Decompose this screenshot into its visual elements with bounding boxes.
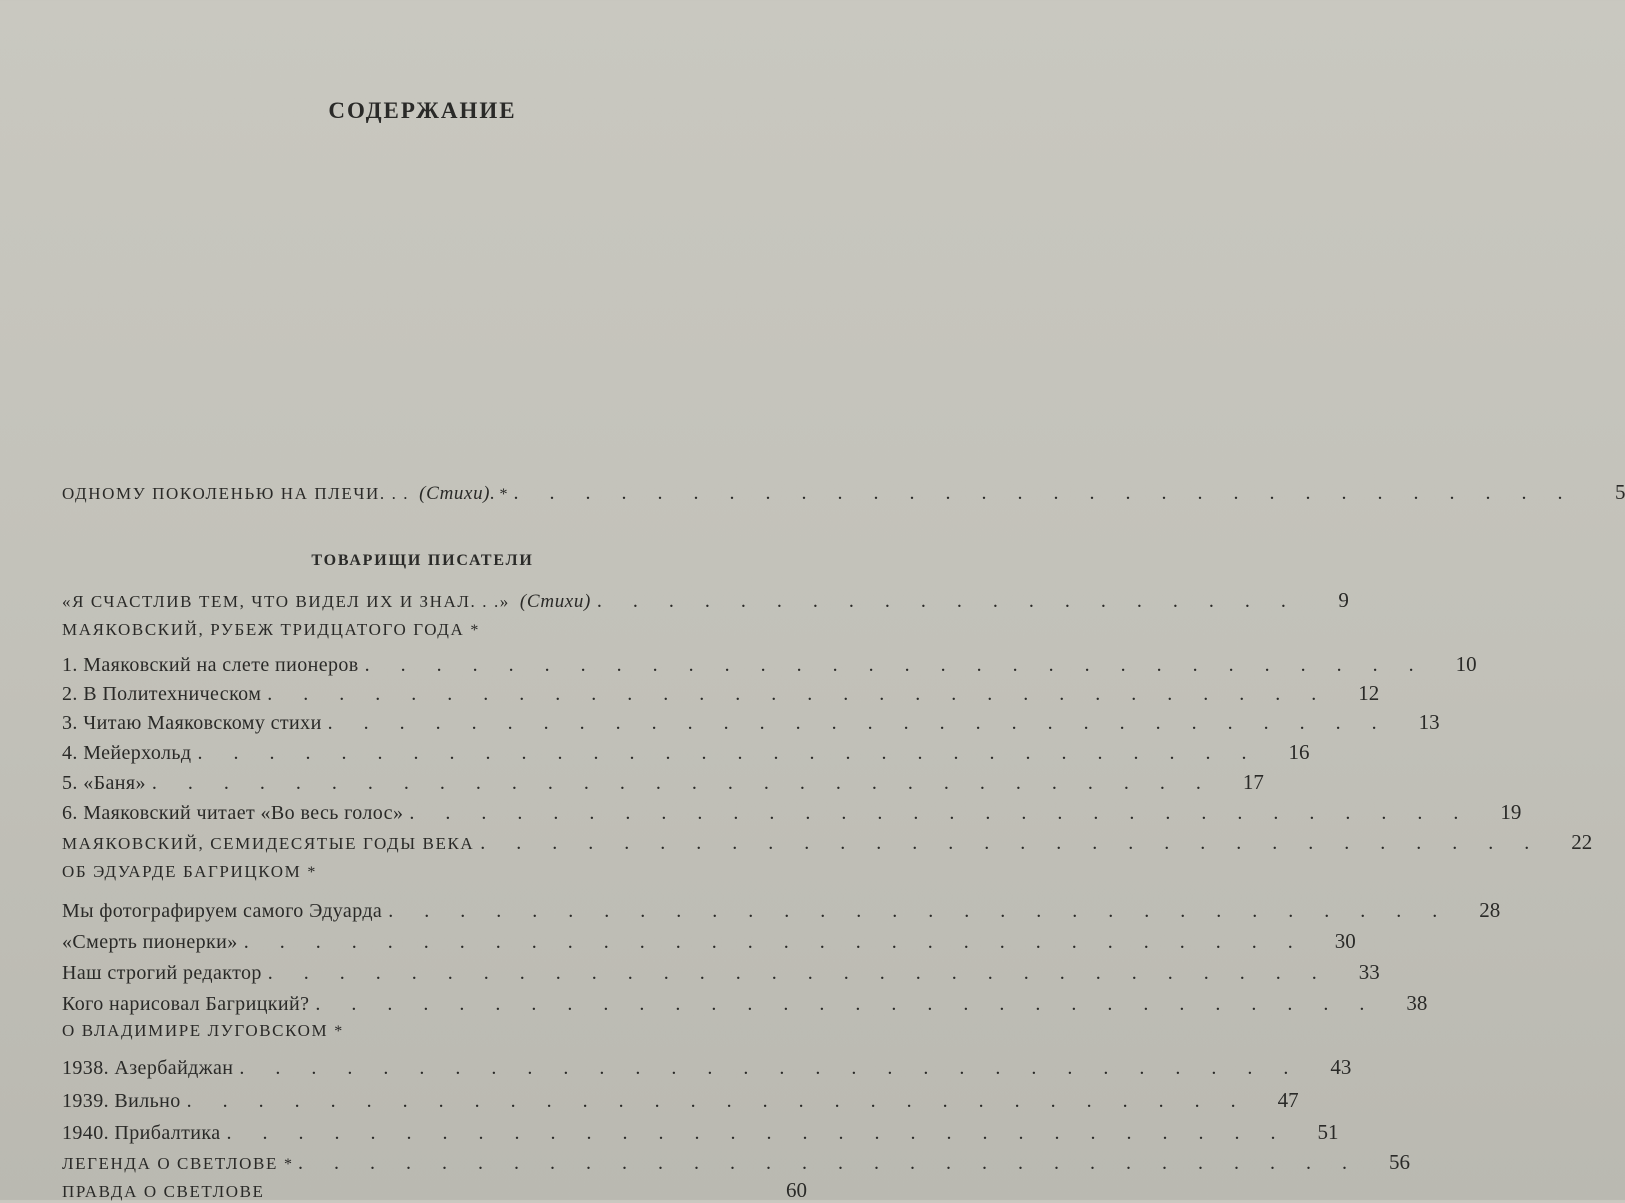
page-number: 9 — [1338, 588, 1349, 612]
dot-leader: . . . . . . . . . . . . . . . . . . . . . . . . . . . . . . — [315, 993, 1378, 1015]
entry-title: ПРАВДА О СВЕТЛОВЕ — [62, 1182, 265, 1201]
asterisk-mark: * — [307, 864, 316, 881]
toc-entry — [62, 480, 1625, 510]
entry-title: Мы фотографируем самого Эдуарда — [62, 900, 383, 922]
toc-entry — [62, 991, 1428, 1021]
entry-title: 2. В Политехническом — [62, 683, 262, 705]
toc-entry — [62, 862, 807, 892]
toc-entry — [62, 1150, 1410, 1180]
dot-leader: . . . . . . . . . . . . . . . . . . . . . . . . . . . . . . — [409, 802, 1472, 824]
toc-entry — [62, 1120, 1339, 1150]
page-number: 16 — [1288, 740, 1310, 764]
entry-title: «Я СЧАСТЛИВ ТЕМ, ЧТО ВИДЕЛ ИХ И ЗНАЛ. . .» — [62, 592, 510, 611]
toc-entry — [62, 620, 807, 650]
dot-leader: . . . . . . . . . . . . . . . . . . . . . . . . . . . . . . — [267, 962, 1330, 984]
toc-entry — [62, 1021, 807, 1051]
entry-title: О ВЛАДИМИРЕ ЛУГОВСКОМ — [62, 1021, 329, 1040]
toc-entry — [62, 898, 1501, 928]
page-number: 47 — [1277, 1088, 1299, 1112]
section-heading — [0, 552, 845, 582]
dot-leader: . . . . . . . . . . . . . . . . . . . . . . . . . . . . . . — [186, 1090, 1249, 1112]
page-number: 22 — [1571, 830, 1593, 854]
entry-title: 1938. Азербайджан — [62, 1057, 234, 1079]
page-number: 56 — [1388, 1150, 1410, 1174]
dot-leader: . . . . . . . . . . . . . . . . . . . . . . . . . . . . . . — [297, 1152, 1360, 1174]
page-number: 5 — [1614, 480, 1625, 504]
entry-title: ОДНОМУ ПОКОЛЕНЬЮ НА ПЛЕЧИ. . . — [62, 484, 410, 503]
asterisk-mark: * — [334, 1023, 343, 1040]
toc-entry — [62, 1088, 1299, 1118]
asterisk-mark: * — [499, 486, 508, 503]
entry-title: МАЯКОВСКИЙ, РУБЕЖ ТРИДЦАТОГО ГОДА — [62, 620, 465, 639]
dot-leader: . . . . . . . . . . . . . . . . . . . . . . . . . . . . . . — [197, 742, 1260, 764]
page-number: 12 — [1358, 681, 1380, 705]
asterisk-mark: * — [283, 1156, 292, 1173]
toc-entry — [62, 830, 1593, 860]
page-number: 38 — [1406, 991, 1428, 1015]
entry-title: 6. Маяковский читает «Во весь голос» — [62, 802, 404, 824]
toc-entry — [62, 929, 1356, 959]
page-number: 10 — [1455, 652, 1477, 676]
toc-entry — [62, 1055, 1352, 1085]
entry-title: 5. «Баня» — [62, 772, 146, 794]
entry-title: 1939. Вильно — [62, 1090, 181, 1112]
page-number: 13 — [1418, 710, 1440, 734]
toc-entry — [62, 588, 1349, 618]
dot-leader: . . . . . . . . . . . . . . . . . . . . . . . . . . . . . . — [243, 931, 1306, 953]
toc-entry — [62, 710, 1440, 740]
entry-note: (Стихи) — [519, 591, 591, 612]
dot-leader: . . . . . . . . . . . . . . . . . . . . . . . . . . . . . . — [388, 900, 1451, 922]
page-number: 60 — [786, 1178, 807, 1202]
entry-title: ЛЕГЕНДА О СВЕТЛОВЕ — [62, 1154, 278, 1173]
page-number: 30 — [1334, 929, 1356, 953]
toc-entry — [62, 1178, 807, 1200]
entry-title: ОБ ЭДУАРДЕ БАГРИЦКОМ — [62, 862, 302, 881]
entry-title: 1. Маяковский на слете пионеров — [62, 654, 359, 676]
dot-leader: . . . . . . . . . . . . . . . . . . . . . . . . . . . . . . — [239, 1057, 1302, 1079]
entry-title: 1940. Прибалтика — [62, 1122, 221, 1144]
dot-leader: . . . . . . . . . . . . . . . . . . . . . . . . . . . . . . — [151, 772, 1214, 794]
toc-entry — [62, 770, 1264, 800]
entry-title: «Смерть пионерки» — [62, 931, 238, 953]
toc-entry — [62, 740, 1310, 770]
toc-entry — [62, 681, 1380, 711]
entry-note: (Стихи). — [419, 483, 496, 504]
asterisk-mark: * — [470, 622, 479, 639]
dot-leader: . . . . . . . . . . . . . . . . . . . . . . . . . . . . . . — [226, 1122, 1289, 1144]
toc-entry — [62, 800, 1522, 830]
section-heading-text: ТОВАРИЩИ ПИСАТЕЛИ — [311, 552, 534, 569]
toc-entry — [62, 652, 1477, 682]
dot-leader: . . . . . . . . . . . . . . . . . . . . . . . . . . . . . . — [364, 654, 1427, 676]
dot-leader: . . . . . . . . . . . . . . . . . . . . . . . . . . . . . . — [513, 482, 1576, 504]
entry-title: Наш строгий редактор — [62, 962, 262, 984]
entry-title: Кого нарисовал Багрицкий? — [62, 993, 310, 1015]
page-number: 51 — [1317, 1120, 1339, 1144]
dot-leader: . . . . . . . . . . . . . . . . . . . . — [596, 590, 1299, 612]
dot-leader: . . . . . . . . . . . . . . . . . . . . . . . . . . . . . . — [480, 832, 1543, 854]
page-number: 43 — [1330, 1055, 1352, 1079]
entry-title: 4. Мейерхольд — [62, 742, 192, 764]
page-number: 28 — [1479, 898, 1501, 922]
entry-title: МАЯКОВСКИЙ, СЕМИДЕСЯТЫЕ ГОДЫ ВЕКА — [62, 834, 475, 853]
entry-title: 3. Читаю Маяковскому стихи — [62, 712, 322, 734]
page-number: 17 — [1242, 770, 1264, 794]
page-number: 33 — [1358, 960, 1380, 984]
dot-leader: . . . . . . . . . . . . . . . . . . . . . . . . . . . . . . — [267, 683, 1330, 705]
toc-entry — [62, 960, 1380, 990]
dot-leader: . . . . . . . . . . . . . . . . . . . . . . . . . . . . . . — [327, 712, 1390, 734]
page-number: 19 — [1500, 800, 1522, 824]
page-title: СОДЕРЖАНИЕ — [328, 98, 517, 123]
